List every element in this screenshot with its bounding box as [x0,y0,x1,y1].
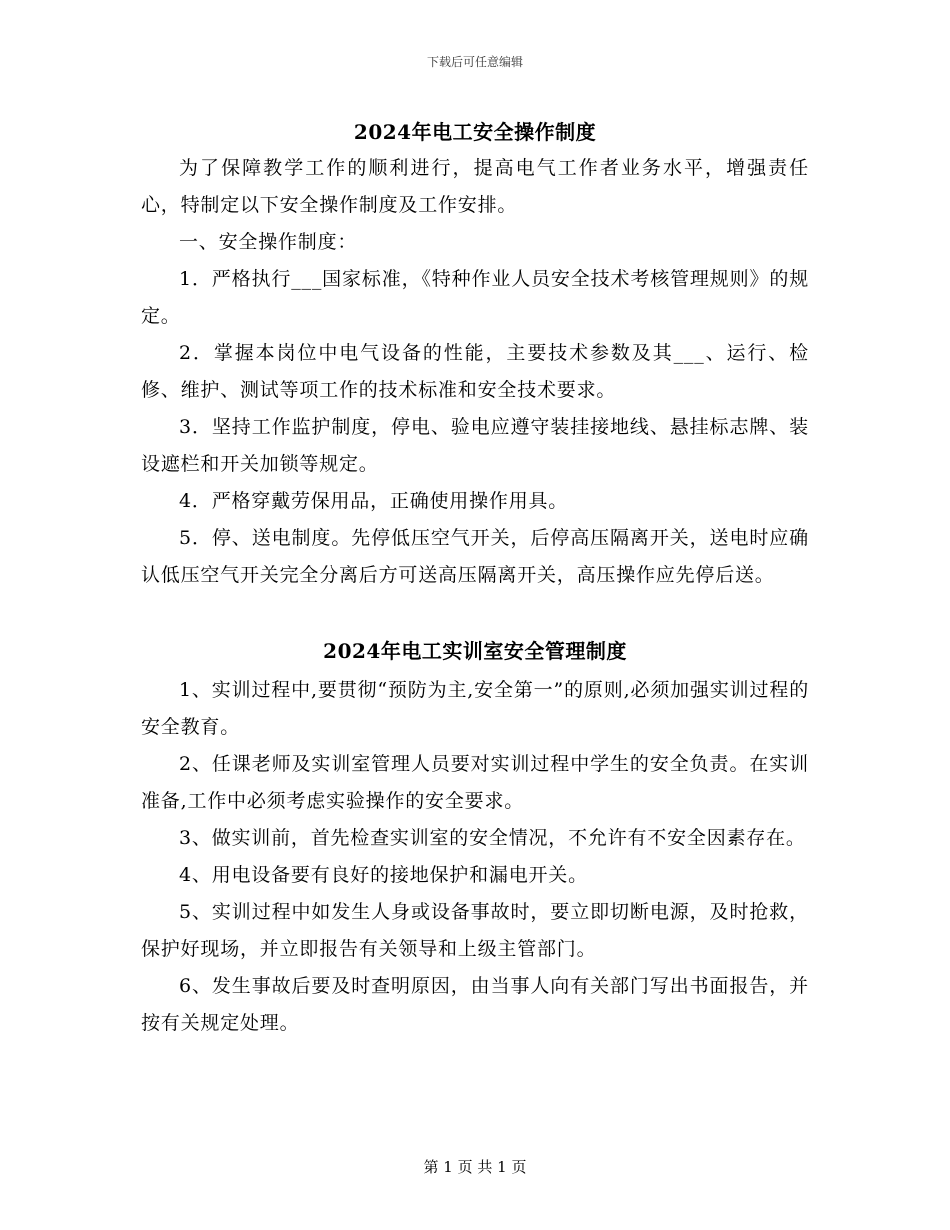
paragraph-item-1: 1、实训过程中,要贯彻“预防为主,安全第一”的原则,必须加强实训过程的安全教育。 [141,679,809,738]
paragraph-rule-4: 4．严格穿戴劳保用品，正确使用操作用具。 [179,490,569,512]
section-safety-operation [141,150,809,594]
paragraph-item-3: 3、做实训前，首先检查实训室的安全情况，不允许有不安全因素存在。 [179,827,806,849]
paragraph-item-4: 4、用电设备要有良好的接地保护和漏电开关。 [179,864,588,886]
download-note: 下载后可任意编辑 [426,55,523,69]
paragraph-item-2: 2、任课老师及实训室管理人员要对实训过程中学生的安全负责。在实训准备,工作中必须考虑实验操作的安全要求。 [141,753,809,812]
paragraph-rule-3: 3．坚持工作监护制度，停电、验电应遵守装挂接地线、悬挂标志牌、装设遮栏和开关加锁等规定。 [141,416,809,475]
paragraph-item-6: 6、发生事故后要及时查明原因，由当事人向有关部门写出书面报告，并按有关规定处理。 [141,975,809,1034]
document-title-safety-operation: 2024年电工安全操作制度 [353,120,597,144]
paragraph-rule-2: 2．掌握本岗位中电气设备的性能，主要技术参数及其___、运行、检修、维护、测试等项工作的技术标准和安全技术要求。 [141,342,809,401]
paragraph-intro: 为了保障教学工作的顺利进行，提高电气工作者业务水平，增强责任心，特制定以下安全操作制度及工作安排。 [141,157,809,216]
paragraph-item-5: 5、实训过程中如发生人身或设备事故时，要立即切断电源，及时抢救，保护好现场，并立即报告有关领导和上级主管部门。 [141,901,809,960]
section-training-room [141,672,809,1042]
paragraph-rule-5: 5．停、送电制度。先停低压空气开关，后停高压隔离开关，送电时应确认低压空气开关完全分离后方可送高压隔离开关，高压操作应先停后送。 [141,527,809,586]
document-title-training-room: 2024年电工实训室安全管理制度 [323,639,627,663]
paragraph-heading-rules: 一、安全操作制度： [179,231,358,253]
paragraph-rule-1: 1．严格执行___国家标准，《特种作业人员安全技术考核管理规则》的规定。 [141,268,809,327]
page-number: 第 1 页 共 1 页 [423,1158,527,1176]
